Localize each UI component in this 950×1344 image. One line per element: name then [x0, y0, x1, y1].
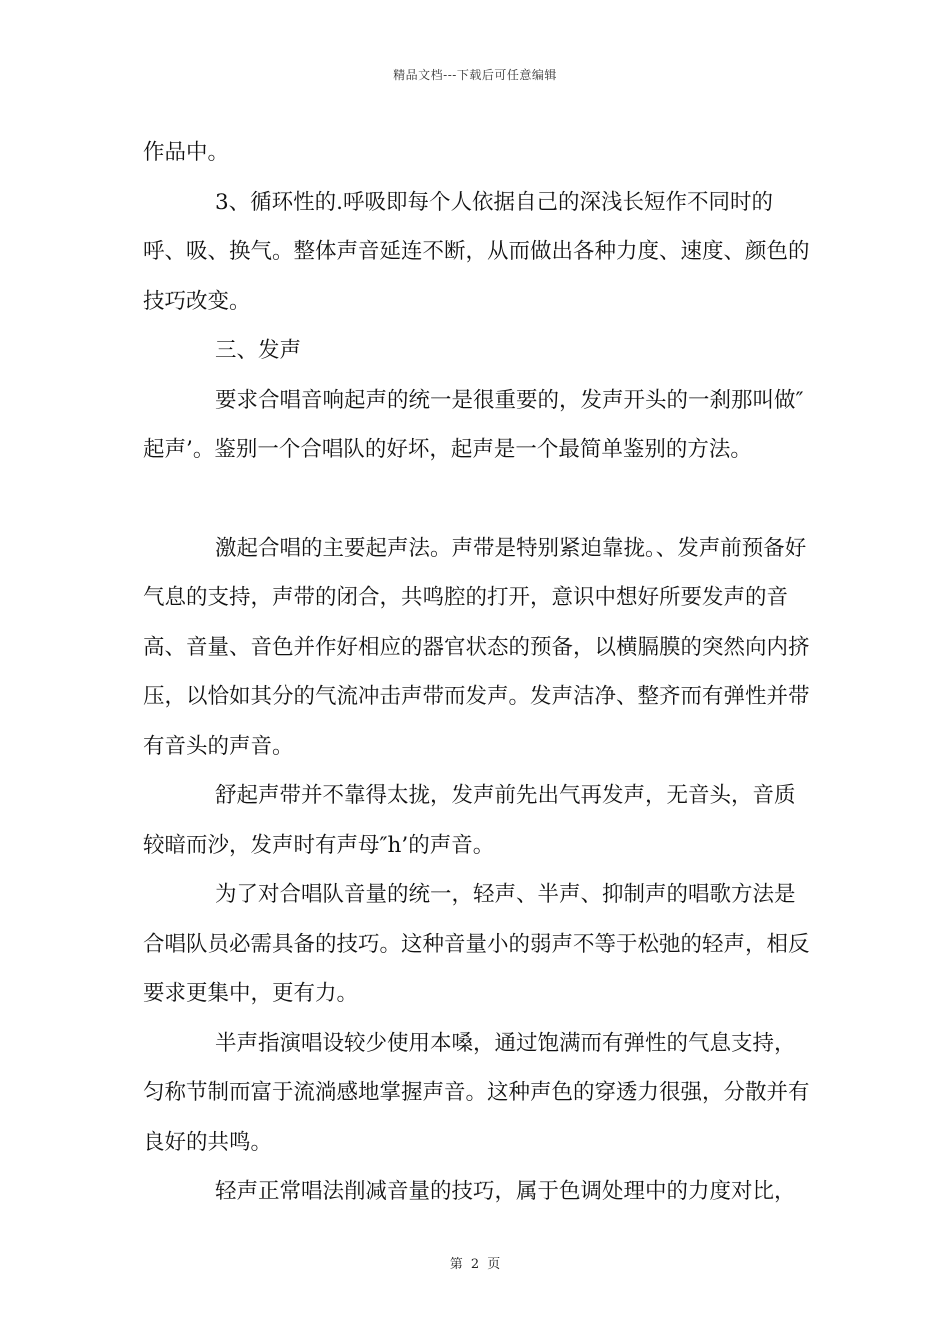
page-header: 精品文档---下载后可任意编辑 [393, 68, 557, 82]
paragraph: 要求合唱音响起声的统一是很重要的，发声开头的一刹那叫做″起声’。鉴别一个合唱队的好坏，起声是一个最简单鉴别的方法。 [143, 387, 804, 462]
paragraph: 3、循环性的.呼吸即每个人依据自己的深浅长短作不同时的呼、吸、换气。整体声音延连不断，从而做出各种力度、速度、颜色的技巧改变。 [143, 189, 810, 314]
paragraph: 舒起声带并不靠得太拢，发声前先出气再发声，无音头，音质较暗而沙，发声时有声母″h’的声音。 [143, 783, 796, 858]
paragraph: 半声指演唱设较少使用本嗓，通过饱满而有弹性的气息支持，匀称节制而富于流淌感地掌握声音。这种声色的穿透力很强，分散并有良好的共鸣。 [143, 1030, 810, 1155]
paragraph: 作品中。 [143, 140, 230, 165]
paragraph: 轻声正常唱法削减音量的技巧，属于色调处理中的力度对比， [215, 1179, 796, 1204]
document-body [143, 128, 815, 1217]
page-number: 第 2 页 [449, 1257, 501, 1272]
paragraph: 激起合唱的主要起声法。声带是特别紧迫靠拢。、发声前预备好气息的支持，声带的闭合，共鸣腔的打开，意识中想好所要发声的音高、音量、音色并作好相应的器官状态的预备，以横膈膜的突然向内挤压，以恰如其分的气流冲击声带而发声。发声洁净、整齐而有弹性并带有音头的声音。 [143, 535, 810, 759]
paragraph: 为了对合唱队音量的统一，轻声、半声、抑制声的唱歌方法是合唱队员必需具备的技巧。这种音量小的弱声不等于松弛的轻声，相反要求更集中，更有力。 [143, 882, 810, 1006]
blank-line [143, 475, 815, 524]
section-heading: 三、发声 [215, 338, 302, 363]
